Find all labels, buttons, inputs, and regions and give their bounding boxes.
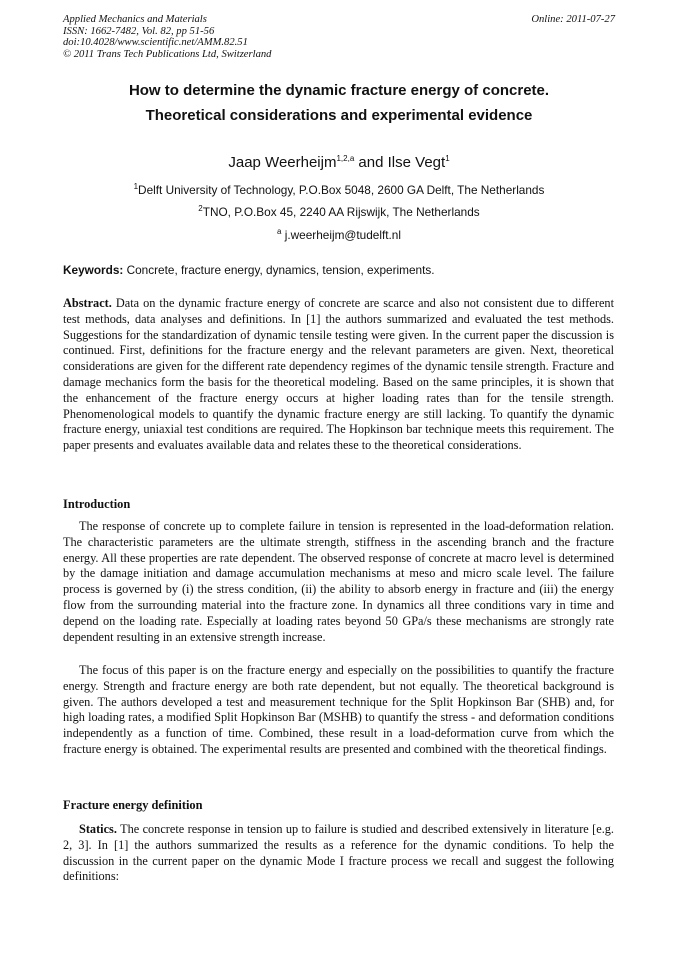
author-line: [0, 154, 678, 171]
introduction-paragraph-2: The focus of this paper is on the fracture energy and especially on the possibilities to quantify the fracture energy. Strength and fracture energy are both rate dependent, but not equally. The theoretical background is given. The authors developed a test and measurement technique for the Split Hopkinson Bar (SHB) and, for high loading rates, a modified Split Hopkinson Bar (MSHB) to quantify the stress - and deformation conditions independently as a function of time. Combined, these result in a load-deformation curve from which the fracture energy is obtained. The experimental results are presented and combined with the theoretical findings.: [63, 663, 614, 756]
journal-header: [63, 14, 271, 60]
paper-title-line-2: Theoretical considerations and experimental evidence: [145, 107, 533, 124]
online-date: Online: 2011-07-27: [531, 14, 615, 25]
doi-line: doi:10.4028/www.scientific.net/AMM.82.51: [63, 37, 248, 49]
statics-text: The concrete response in tension up to failure is studied and described extensively in literature [e.g. 2, 3]. In [1] the authors summarized the results as a reference for the dynamic conditions. To help the discussion in the current paper on the dynamic Mode I fracture process we recall and suggest the following definitions:: [63, 822, 614, 884]
author-1: Jaap Weerheijm: [228, 154, 337, 171]
author-2-affiliation-marker: 1: [445, 154, 450, 163]
email-address: j.weerheijm@tudelft.nl: [281, 228, 401, 242]
email-marker: a: [277, 227, 282, 237]
fracture-energy-heading: Fracture energy definition: [63, 798, 203, 812]
keywords-label: Keywords:: [63, 263, 124, 277]
journal-name: Applied Mechanics and Materials: [63, 14, 207, 25]
introduction-heading: Introduction: [63, 497, 131, 511]
paper-title-line-1: How to determine the dynamic fracture energy of concrete.: [128, 82, 550, 99]
affiliation-marker: 1: [133, 182, 139, 192]
copyright-line: © 2011 Trans Tech Publications Ltd, Switzerland: [63, 48, 272, 60]
affiliation-text: Delft University of Technology, P.O.Box 5048, 2600 GA Delft, The Netherlands: [138, 183, 545, 197]
abstract: [63, 296, 614, 454]
introduction-paragraph-1: The response of concrete up to complete failure in tension is represented in the load-deformation relation. The characteristic parameters are the ultimate strength, stiffness in the ascending branch and the fracture energy. All these properties are rate dependent. The observed response of concrete at macro level is determined by the damage initiation and damage accumulation mechanisms at meso and micro scale level. The failure process is governed by (i) the stress condition, (ii) the ability to absorb energy in fracture and (iii) the energy flow from the surrounding material into the fracture zone. In dynamics all three conditions vary in time and depend on the loading rate. Especially at loading rates beyond 50 GPa/s these mechanisms are strongly rate dependent resulting in an extensive strength increase.: [63, 519, 614, 644]
keywords-text: Concrete, fracture energy, dynamics, tension, experiments.: [123, 263, 435, 277]
author-1-affiliation-marker: 1,2,a: [336, 154, 355, 163]
keywords: [63, 263, 435, 277]
statics-label: Statics.: [79, 822, 117, 836]
corresponding-email: [0, 228, 678, 242]
affiliation-2: [0, 205, 678, 219]
statics-paragraph: [63, 822, 614, 885]
affiliation-1: [0, 183, 678, 197]
issn-line: ISSN: 1662-7482, Vol. 82, pp 51-56: [63, 25, 215, 37]
author-connector: and: [354, 154, 388, 171]
affiliation-text: TNO, P.O.Box 45, 2240 AA Rijswijk, The Netherlands: [202, 205, 480, 219]
abstract-text: Data on the dynamic fracture energy of concrete are scarce and also not consistent due to different test methods, data analyses and definitions. In [1] the authors summarized and evaluated the test methods. Suggestions for the standardization of dynamic tensile testing were given. In the current paper the discussion is continued. First, definitions for the fracture energy and the relevant parameters are given. Next, theoretical considerations are given for the different rate dependency regimes of the dynamic tensile strength. Fracture and damage mechanics form the basis for the theoretical modeling. Based on the same principles, it is shown that the enhancement of the fracture energy occurs at higher loading rates than for the tensile strength. Phenomenological models to quantify the dynamic fracture energy are still lacking. To quantify the dynamic fracture energy, uniaxial test conditions are required. The Hopkinson bar technique meets this requirement. The paper presents and evaluates available data and relates these to the theoretical considerations.: [63, 296, 614, 453]
affiliation-marker: 2: [198, 204, 203, 214]
abstract-label: Abstract.: [63, 296, 112, 310]
author-2: Ilse Vegt: [387, 154, 446, 171]
